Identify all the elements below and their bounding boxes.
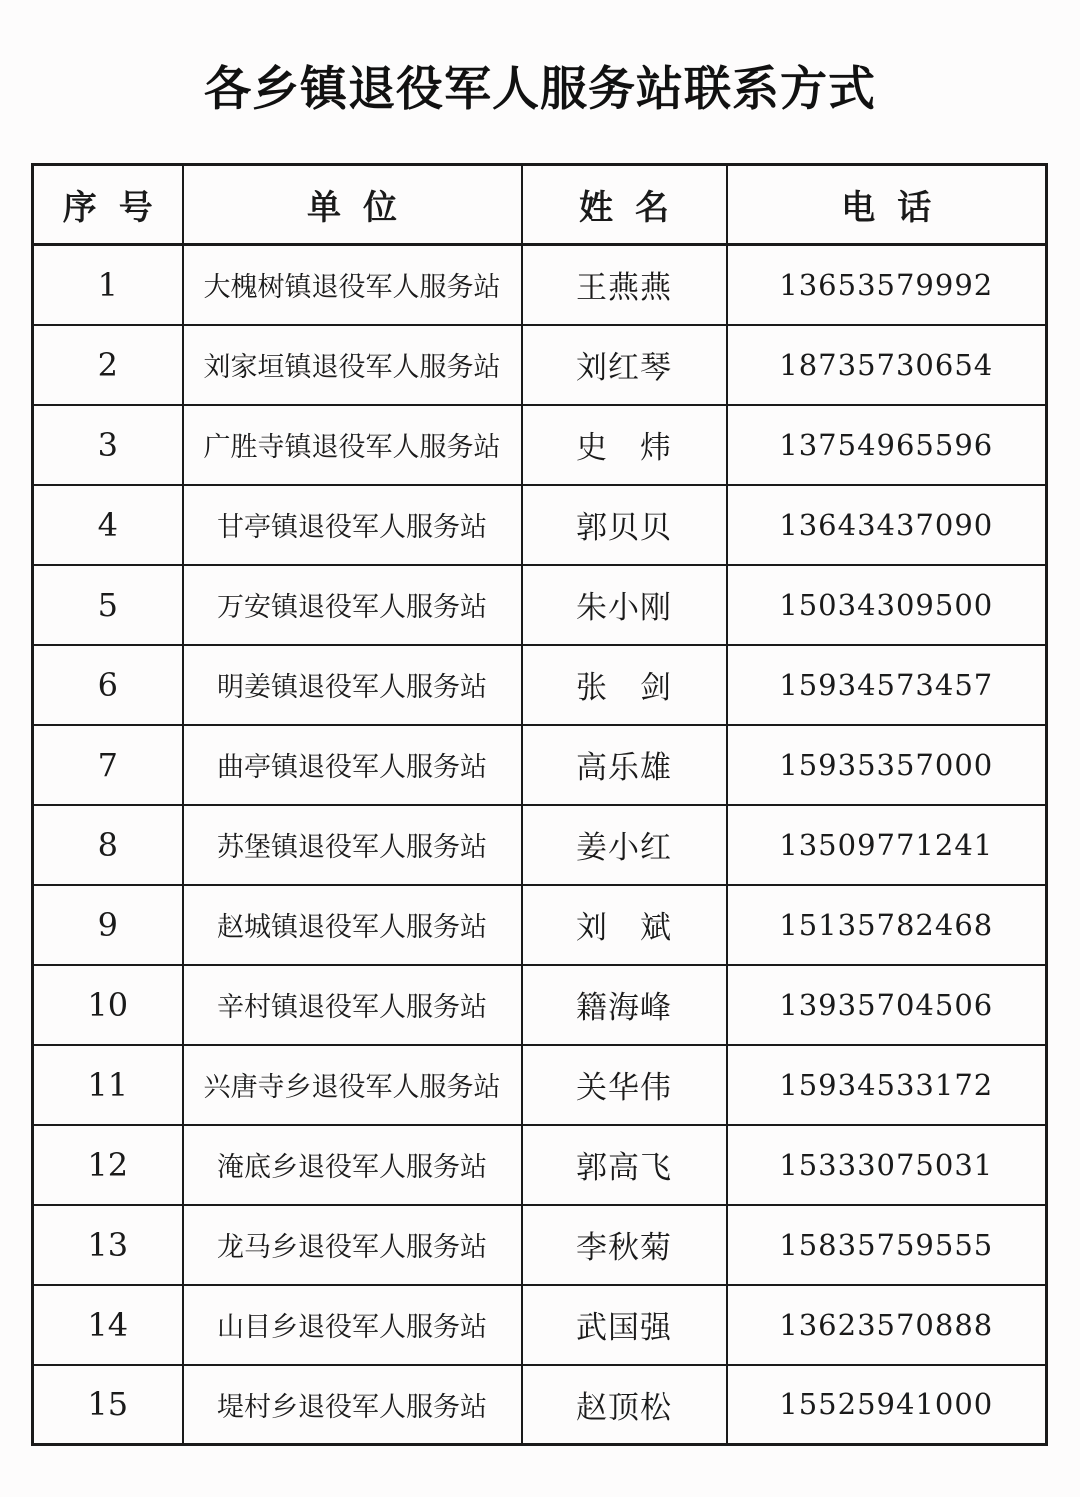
table-row [33,1045,1047,1125]
cell-unit: 苏堡镇退役军人服务站 [183,805,522,885]
cell-seq: 4 [33,485,183,565]
cell-phone: 13643437090 [727,485,1047,565]
cell-seq: 11 [33,1045,183,1125]
table-row [33,1285,1047,1365]
cell-seq: 13 [33,1205,183,1285]
cell-unit: 广胜寺镇退役军人服务站 [183,405,522,485]
cell-phone: 18735730654 [727,325,1047,405]
cell-name: 关华伟 [522,1045,727,1125]
header-seq: 序号 [33,165,183,245]
cell-seq: 7 [33,725,183,805]
cell-unit: 淹底乡退役军人服务站 [183,1125,522,1205]
cell-unit: 兴唐寺乡退役军人服务站 [183,1045,522,1125]
cell-name: 刘红琴 [522,325,727,405]
cell-seq: 1 [33,245,183,325]
table-row [33,645,1047,725]
cell-name: 张 剑 [522,645,727,725]
table-row [33,325,1047,405]
cell-seq: 10 [33,965,183,1045]
cell-name: 籍海峰 [522,965,727,1045]
table-row [33,1205,1047,1285]
table-body [33,245,1047,1445]
cell-phone: 15525941000 [727,1365,1047,1445]
table-row [33,485,1047,565]
cell-seq: 15 [33,1365,183,1445]
cell-unit: 刘家垣镇退役军人服务站 [183,325,522,405]
cell-phone: 15333075031 [727,1125,1047,1205]
cell-seq: 2 [33,325,183,405]
cell-name: 史 炜 [522,405,727,485]
cell-phone: 15934573457 [727,645,1047,725]
cell-name: 刘 斌 [522,885,727,965]
cell-unit: 龙马乡退役军人服务站 [183,1205,522,1285]
header-unit: 单位 [183,165,522,245]
cell-seq: 5 [33,565,183,645]
cell-phone: 13623570888 [727,1285,1047,1365]
cell-unit: 堤村乡退役军人服务站 [183,1365,522,1445]
cell-name: 武国强 [522,1285,727,1365]
header-name: 姓名 [522,165,727,245]
cell-name: 王燕燕 [522,245,727,325]
cell-unit: 辛村镇退役军人服务站 [183,965,522,1045]
cell-name: 赵顶松 [522,1365,727,1445]
cell-phone: 13935704506 [727,965,1047,1045]
table-row [33,805,1047,885]
table-row [33,245,1047,325]
table-header-row [33,165,1047,245]
cell-phone: 13509771241 [727,805,1047,885]
cell-unit: 甘亭镇退役军人服务站 [183,485,522,565]
cell-seq: 12 [33,1125,183,1205]
cell-unit: 山目乡退役军人服务站 [183,1285,522,1365]
table-row [33,1125,1047,1205]
cell-name: 郭高飞 [522,1125,727,1205]
cell-phone: 15135782468 [727,885,1047,965]
cell-name: 高乐雄 [522,725,727,805]
cell-name: 李秋菊 [522,1205,727,1285]
cell-seq: 9 [33,885,183,965]
table-row [33,965,1047,1045]
cell-unit: 大槐树镇退役军人服务站 [183,245,522,325]
cell-unit: 明姜镇退役军人服务站 [183,645,522,725]
cell-phone: 13754965596 [727,405,1047,485]
table-row [33,565,1047,645]
cell-phone: 15935357000 [727,725,1047,805]
cell-unit: 曲亭镇退役军人服务站 [183,725,522,805]
cell-unit: 万安镇退役军人服务站 [183,565,522,645]
cell-phone: 15034309500 [727,565,1047,645]
cell-seq: 14 [33,1285,183,1365]
table-row [33,885,1047,965]
table-row [33,405,1047,485]
cell-phone: 13653579992 [727,245,1047,325]
cell-seq: 8 [33,805,183,885]
cell-phone: 15835759555 [727,1205,1047,1285]
cell-name: 朱小刚 [522,565,727,645]
cell-name: 郭贝贝 [522,485,727,565]
table-row [33,725,1047,805]
cell-seq: 3 [33,405,183,485]
contact-table [31,163,1048,1446]
cell-unit: 赵城镇退役军人服务站 [183,885,522,965]
page-title: 各乡镇退役军人服务站联系方式 [204,62,876,117]
table-row [33,1365,1047,1445]
cell-phone: 15934533172 [727,1045,1047,1125]
cell-seq: 6 [33,645,183,725]
cell-name: 姜小红 [522,805,727,885]
header-phone: 电话 [727,165,1047,245]
